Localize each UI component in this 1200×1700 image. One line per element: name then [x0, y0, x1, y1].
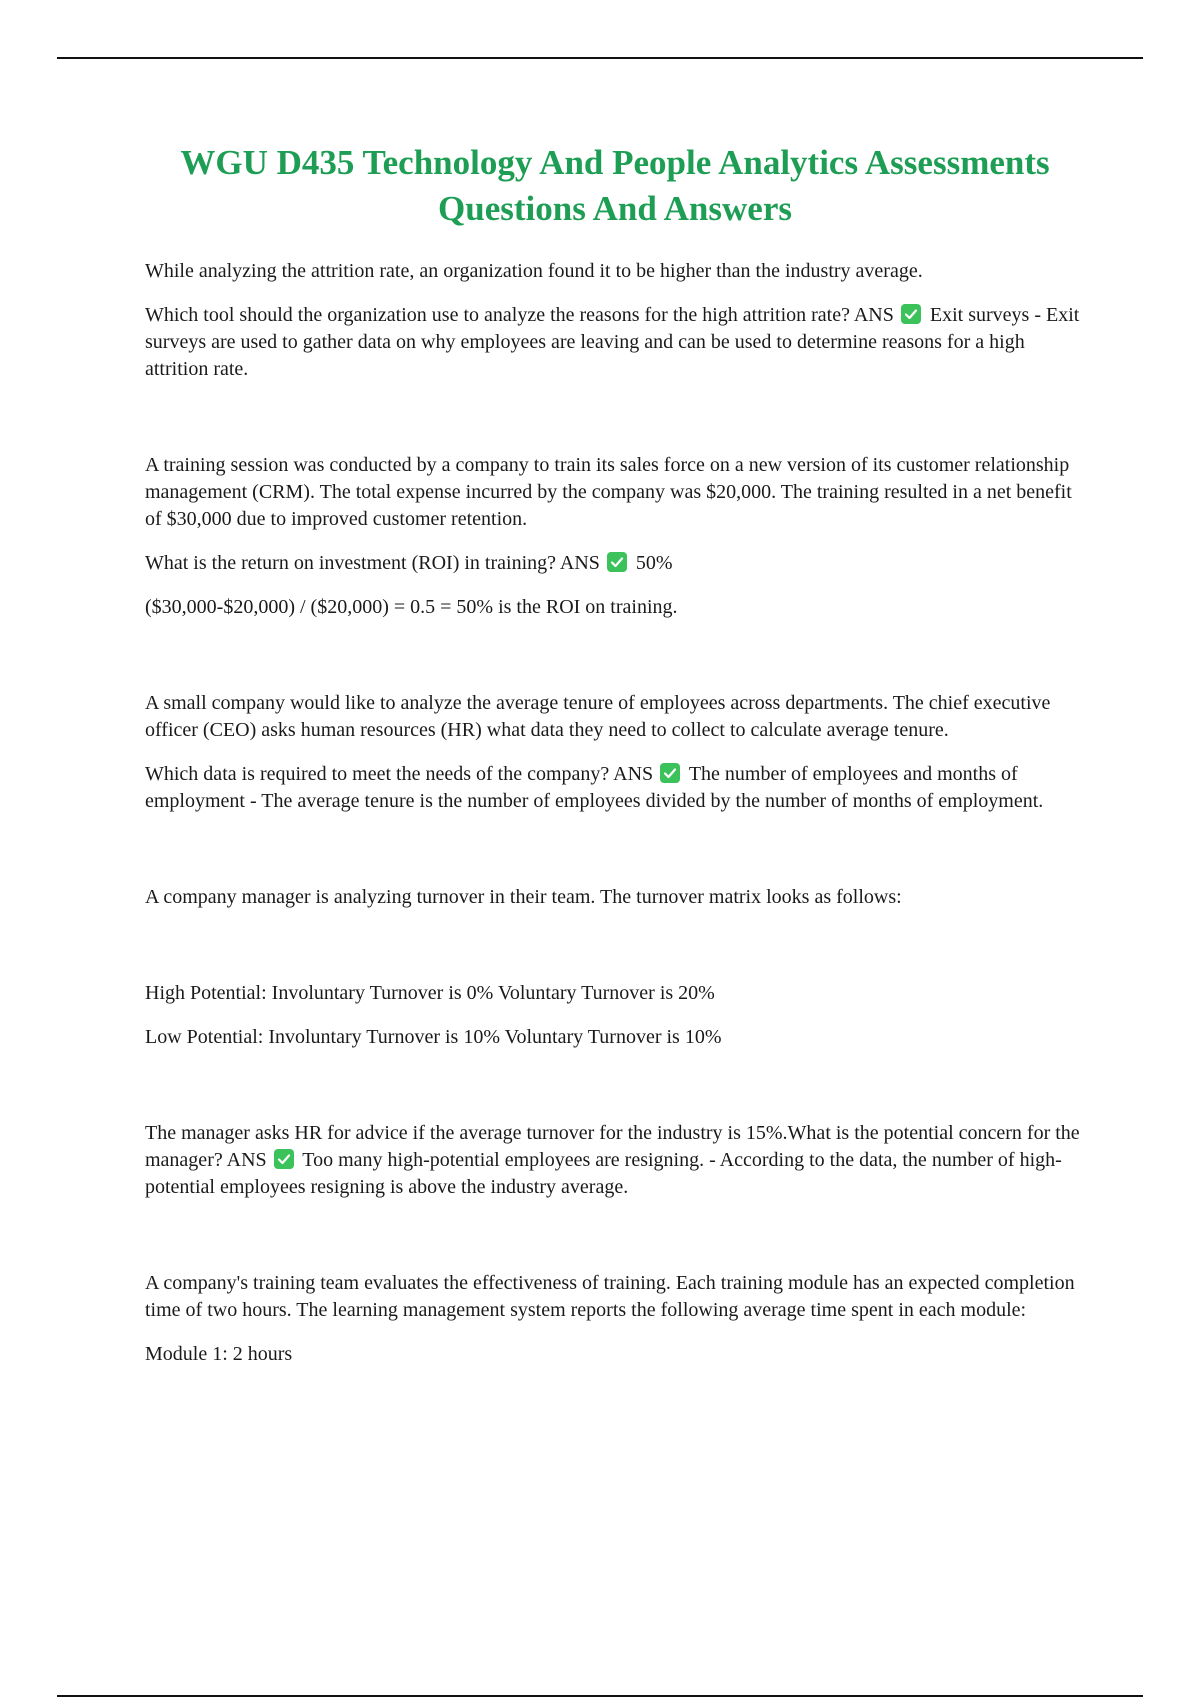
q3-context: A small company would like to analyze the average tenure of employees across departments. The chief executive officer (CEO) asks human resources (HR) what data they need to collect to calculate average tenure. [145, 692, 1051, 741]
q5-module-1: Module 1: 2 hours [145, 1343, 293, 1365]
q3-question: Which data is required to meet the needs of the company? ANS [145, 763, 654, 785]
spacer [145, 638, 1085, 690]
q4-low-potential: Low Potential: Involuntary Turnover is 10% Voluntary Turnover is 10% [145, 1026, 722, 1048]
q5-context: A company's training team evaluates the effectiveness of training. Each training module has an expected completion time of two hours. The learning management system reports the following average time spent in each module: [145, 1272, 1075, 1321]
spacer [145, 832, 1085, 884]
q1-question-answer [145, 302, 1085, 383]
check-icon [901, 304, 921, 324]
spacer [145, 400, 1085, 452]
spacer [145, 1068, 1085, 1120]
q2-context: A training session was conducted by a company to train its sales force on a new version of its customer relationship management (CRM). The total expense incurred by the company was $20,000. The training resulted in a net benefit of $30,000 due to improved customer retention. [145, 454, 1072, 530]
q4-context: A company manager is analyzing turnover in their team. The turnover matrix looks as follows: [145, 886, 902, 908]
q2-answer: 50% [635, 552, 673, 574]
q1-answer: Exit surveys - Exit surveys are used to gather data on why employees are leaving and can be used to determine reasons for a high attrition rate. [145, 304, 1080, 380]
q1-context: While analyzing the attrition rate, an organization found it to be higher than the industry average. [145, 260, 923, 282]
top-rule [57, 57, 1143, 59]
q4-question-answer [145, 1120, 1085, 1201]
bottom-rule [57, 1695, 1143, 1697]
q2-explanation: ($30,000-$20,000) / ($20,000) = 0.5 = 50% is the ROI on training. [145, 596, 678, 618]
q4-question: The manager asks HR for advice if the average turnover for the industry is 15%.What is the potential concern for the manager? ANS [145, 1122, 1080, 1171]
q3-question-answer [145, 761, 1085, 815]
check-icon [274, 1149, 294, 1169]
q3-answer: The number of employees and months of employment - The average tenure is the number of employees divided by the number of months of employment. [145, 763, 1044, 812]
spacer [145, 928, 1085, 980]
q4-answer: Too many high-potential employees are resigning. - According to the data, the number of high-potential employees resigning is above the industry average. [145, 1149, 1062, 1198]
check-icon [607, 552, 627, 572]
document-body [145, 140, 1085, 1385]
check-icon [660, 763, 680, 783]
spacer [145, 1218, 1085, 1270]
q2-question: What is the return on investment (ROI) in training? ANS [145, 552, 600, 574]
document-title: WGU D435 Technology And People Analytics Assessments Questions And Answers [180, 143, 1050, 228]
q4-high-potential: High Potential: Involuntary Turnover is 0% Voluntary Turnover is 20% [145, 982, 715, 1004]
q2-question-answer [145, 550, 1085, 577]
q1-question: Which tool should the organization use to analyze the reasons for the high attrition rate? ANS [145, 304, 894, 326]
